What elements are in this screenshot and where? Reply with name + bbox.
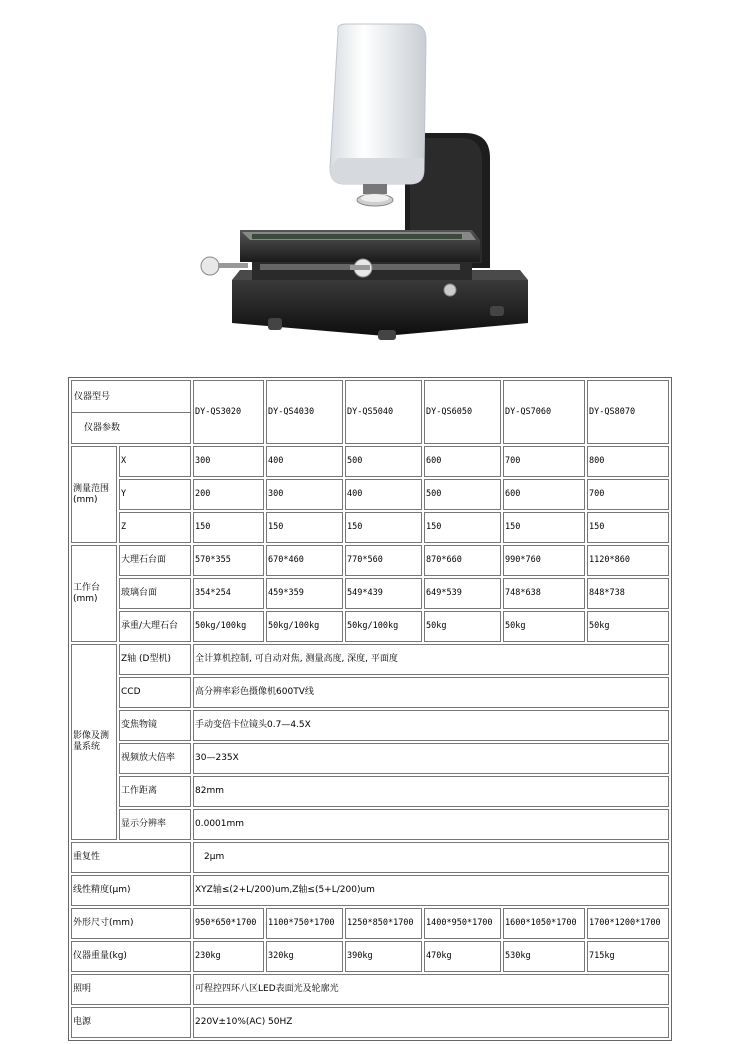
axis-label: Y <box>119 479 191 510</box>
worktable-item-label: 承重/大理石台 <box>119 611 191 642</box>
range-cell: 150 <box>424 512 501 543</box>
table-row <box>71 908 669 939</box>
worktable-cell: 570*355 <box>193 545 264 576</box>
table-row <box>71 578 669 609</box>
table-row <box>71 446 669 477</box>
lighting-label: 照明 <box>71 974 191 1005</box>
dimensions-cell: 950*650*1700 <box>193 908 264 939</box>
axis-label: X <box>119 446 191 477</box>
worktable-cell: 990*760 <box>503 545 585 576</box>
worktable-label: 工作台(mm) <box>71 545 117 642</box>
table-row <box>71 776 669 807</box>
model-cell: DY-QS7060 <box>503 380 585 444</box>
dimensions-cell: 1250*850*1700 <box>345 908 422 939</box>
worktable-cell: 50kg <box>424 611 501 642</box>
range-cell: 500 <box>345 446 422 477</box>
dimensions-cell: 1100*750*1700 <box>266 908 343 939</box>
table-row <box>71 974 669 1005</box>
range-cell: 700 <box>503 446 585 477</box>
imaging-value: 全计算机控制, 可自动对焦, 测量高度, 深度, 平面度 <box>193 644 669 675</box>
range-cell: 150 <box>345 512 422 543</box>
worktable-cell: 50kg/100kg <box>193 611 264 642</box>
imaging-value: 0.0001mm <box>193 809 669 840</box>
dimensions-cell: 1600*1050*1700 <box>503 908 585 939</box>
imaging-item-label: Z轴 (D型机) <box>119 644 191 675</box>
table-row <box>71 545 669 576</box>
imaging-value: 30—235X <box>193 743 669 774</box>
imaging-item-label: 视频放大倍率 <box>119 743 191 774</box>
spec-table <box>68 377 672 1041</box>
worktable-cell: 50kg <box>503 611 585 642</box>
imaging-value: 手动变倍卡位镜头0.7—4.5X <box>193 710 669 741</box>
imaging-item-label: 变焦物镜 <box>119 710 191 741</box>
table-row <box>71 611 669 642</box>
repeatability-value: 2μm <box>193 842 669 873</box>
range-cell: 600 <box>424 446 501 477</box>
imaging-value: 高分辨率彩色摄像机600TV线 <box>193 677 669 708</box>
worktable-cell: 354*254 <box>193 578 264 609</box>
model-cell: DY-QS8070 <box>587 380 669 444</box>
table-row <box>71 941 669 972</box>
header-corner-cell <box>71 380 191 444</box>
table-row <box>71 677 669 708</box>
range-cell: 700 <box>587 479 669 510</box>
weight-cell: 530kg <box>503 941 585 972</box>
imaging-item-label: CCD <box>119 677 191 708</box>
table-row <box>71 842 669 873</box>
dimensions-cell: 1700*1200*1700 <box>587 908 669 939</box>
worktable-cell: 50kg/100kg <box>266 611 343 642</box>
worktable-cell: 1120*860 <box>587 545 669 576</box>
range-cell: 400 <box>266 446 343 477</box>
range-cell: 400 <box>345 479 422 510</box>
power-label: 电源 <box>71 1007 191 1038</box>
table-row <box>71 809 669 840</box>
imaging-item-label: 显示分辨率 <box>119 809 191 840</box>
imaging-item-label: 工作距离 <box>119 776 191 807</box>
weight-cell: 470kg <box>424 941 501 972</box>
measuring-machine-image <box>180 18 550 348</box>
model-cell: DY-QS3020 <box>193 380 264 444</box>
range-cell: 600 <box>503 479 585 510</box>
weight-cell: 230kg <box>193 941 264 972</box>
range-label: 测量范围(mm) <box>71 446 117 543</box>
table-row <box>71 710 669 741</box>
dimensions-cell: 1400*950*1700 <box>424 908 501 939</box>
worktable-item-label: 玻璃台面 <box>119 578 191 609</box>
range-cell: 150 <box>266 512 343 543</box>
worktable-cell: 50kg <box>587 611 669 642</box>
worktable-cell: 50kg/100kg <box>345 611 422 642</box>
model-cell: DY-QS6050 <box>424 380 501 444</box>
dimensions-label: 外形尺寸(mm) <box>71 908 191 939</box>
power-value: 220V±10%(AC) 50HZ <box>193 1007 669 1038</box>
range-cell: 150 <box>503 512 585 543</box>
repeatability-label: 重复性 <box>71 842 191 873</box>
weight-cell: 390kg <box>345 941 422 972</box>
range-cell: 150 <box>193 512 264 543</box>
range-cell: 500 <box>424 479 501 510</box>
range-cell: 800 <box>587 446 669 477</box>
worktable-cell: 770*560 <box>345 545 422 576</box>
worktable-cell: 549*439 <box>345 578 422 609</box>
worktable-cell: 670*460 <box>266 545 343 576</box>
weight-label: 仪器重量(kg) <box>71 941 191 972</box>
worktable-cell: 649*539 <box>424 578 501 609</box>
worktable-cell: 848*738 <box>587 578 669 609</box>
lighting-value: 可程控四环八区LED表面光及轮廓光 <box>193 974 669 1005</box>
table-row <box>71 1007 669 1038</box>
range-cell: 300 <box>193 446 264 477</box>
linear-accuracy-label: 线性精度(μm) <box>71 875 191 906</box>
model-cell: DY-QS5040 <box>345 380 422 444</box>
model-label: 仪器型号 <box>74 391 111 402</box>
table-row <box>71 512 669 543</box>
range-cell: 300 <box>266 479 343 510</box>
worktable-cell: 459*359 <box>266 578 343 609</box>
worktable-cell: 870*660 <box>424 545 501 576</box>
imaging-label: 影像及测量系统 <box>71 644 117 840</box>
weight-cell: 320kg <box>266 941 343 972</box>
model-cell: DY-QS4030 <box>266 380 343 444</box>
param-label: 仪器参数 <box>72 412 190 443</box>
axis-label: Z <box>119 512 191 543</box>
worktable-item-label: 大理石台面 <box>119 545 191 576</box>
table-row <box>71 644 669 675</box>
table-row <box>71 743 669 774</box>
header-row <box>71 380 669 444</box>
table-row <box>71 875 669 906</box>
weight-cell: 715kg <box>587 941 669 972</box>
linear-accuracy-value: XYZ轴≤(2+L/200)um,Z轴≤(5+L/200)um <box>193 875 669 906</box>
worktable-cell: 748*638 <box>503 578 585 609</box>
range-cell: 150 <box>587 512 669 543</box>
imaging-value: 82mm <box>193 776 669 807</box>
range-cell: 200 <box>193 479 264 510</box>
table-row <box>71 479 669 510</box>
